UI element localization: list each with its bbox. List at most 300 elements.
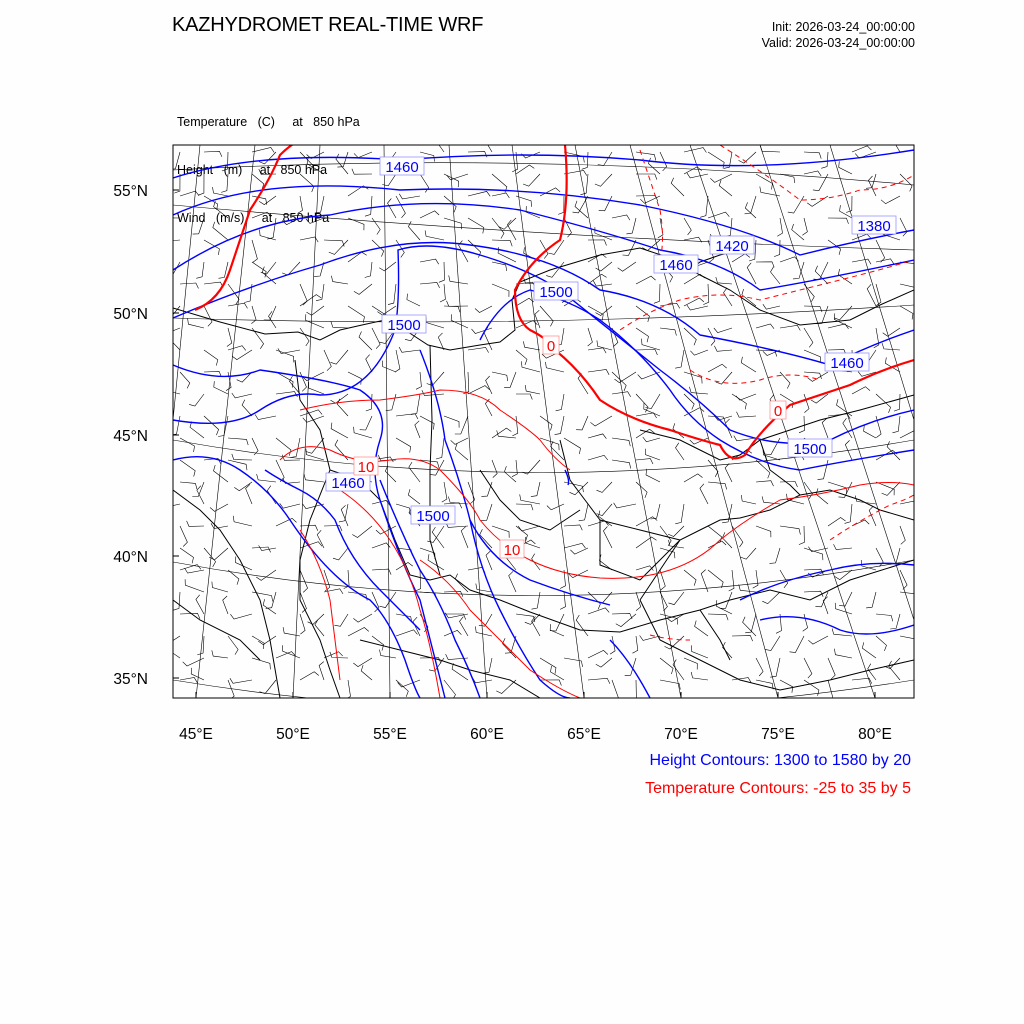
wind-barb	[348, 306, 365, 323]
wind-barb	[869, 506, 876, 526]
wind-barb	[573, 196, 589, 213]
wind-barb	[255, 415, 276, 420]
temperature-label: 0	[546, 338, 556, 355]
lon-label-75: 75°E	[761, 726, 795, 743]
wind-barb	[455, 416, 468, 434]
wind-barb	[345, 680, 350, 699]
wind-barb	[612, 392, 631, 397]
wind-barb	[420, 211, 439, 218]
wind-barb	[408, 489, 420, 504]
wind-barb	[743, 617, 756, 636]
wind-barb	[436, 438, 444, 459]
wind-barb	[612, 460, 631, 469]
wind-barb	[354, 152, 372, 158]
wind-barb	[780, 325, 800, 330]
wind-barb	[684, 372, 702, 384]
wind-barb	[516, 394, 532, 400]
wind-barb	[756, 262, 774, 268]
wind-barb	[377, 306, 396, 315]
wind-barb	[526, 537, 541, 548]
wind-barb	[180, 678, 197, 683]
wind-barb	[596, 658, 612, 667]
wind-barb	[804, 171, 821, 176]
wind-barb	[788, 196, 804, 213]
wind-barb	[300, 570, 308, 592]
wind-barb	[263, 599, 276, 614]
wind-barb	[612, 215, 630, 220]
wind-barb	[259, 680, 276, 694]
wind-barb	[588, 274, 607, 284]
wind-barb	[687, 305, 708, 310]
wind-barb	[671, 178, 684, 196]
wind-barb	[703, 284, 709, 305]
wind-barb	[451, 314, 468, 328]
wind-barb	[309, 382, 324, 394]
wind-barb	[361, 665, 372, 680]
wind-barb	[597, 482, 613, 492]
wind-barb	[252, 658, 270, 669]
wind-barb	[300, 328, 309, 346]
wind-barb	[714, 346, 732, 351]
wind-barb	[804, 394, 809, 413]
wind-barb	[475, 306, 492, 313]
wind-barb	[416, 372, 421, 389]
wind-barb	[481, 482, 492, 496]
wind-barb	[588, 434, 606, 439]
wind-barb	[306, 218, 324, 223]
wind-barb	[737, 412, 757, 418]
wind-barb	[660, 680, 680, 690]
wind-barb	[582, 152, 588, 169]
wind-barb	[252, 212, 271, 218]
wind-barb	[596, 306, 613, 316]
wind-barb	[306, 438, 324, 453]
wind-barb	[339, 504, 348, 522]
wind-barb	[716, 277, 732, 284]
wind-barb	[807, 196, 828, 206]
wind-barb	[747, 263, 756, 284]
wind-barb	[316, 284, 324, 301]
wind-barb	[388, 199, 397, 219]
wind-barb	[492, 372, 508, 381]
wind-barb	[756, 658, 763, 676]
wind-barb	[640, 636, 660, 641]
wind-barb	[893, 416, 901, 433]
wind-barb	[626, 218, 636, 234]
wind-barb	[684, 274, 705, 284]
lat-label-40: 40°N	[113, 549, 148, 566]
wind-barb	[525, 385, 540, 394]
wind-barb	[636, 459, 653, 464]
wind-barbs	[158, 131, 922, 703]
wind-barb	[252, 174, 264, 190]
wind-barb	[447, 301, 469, 307]
wind-barb	[648, 158, 660, 174]
wind-barb	[588, 240, 607, 246]
field-temperature: Temperature (C) at 850 hPa	[177, 115, 360, 129]
wind-barb	[792, 224, 804, 240]
wind-barb	[695, 621, 708, 636]
lon-label-65: 65°E	[567, 726, 601, 743]
wind-barb	[588, 348, 606, 353]
wind-barb	[732, 636, 753, 642]
wind-barb	[547, 504, 564, 510]
lon-label-80: 80°E	[858, 726, 892, 743]
wind-barb	[484, 134, 492, 152]
wind-barb	[331, 350, 349, 364]
wind-barb	[588, 650, 608, 658]
height-label: 1500	[416, 508, 450, 525]
wind-barb	[329, 240, 348, 254]
wind-barb	[636, 276, 656, 284]
wind-barb	[315, 196, 324, 213]
lon-label-70: 70°E	[664, 726, 698, 743]
wind-barb	[180, 526, 187, 547]
wind-barb	[835, 570, 852, 580]
borders	[173, 248, 914, 698]
wind-barb	[739, 585, 756, 593]
wind-barb	[780, 680, 793, 693]
wind-barb	[472, 328, 493, 334]
wind-barb	[197, 486, 204, 504]
wind-barb	[618, 262, 636, 271]
wind-barb	[516, 504, 533, 510]
wind-barb	[452, 663, 468, 680]
wind-barb	[691, 672, 708, 680]
wind-barb	[708, 212, 729, 218]
wind-barb	[646, 469, 660, 482]
wind-barb	[560, 592, 565, 609]
wind-barb	[180, 283, 199, 289]
wind-barb	[192, 482, 204, 497]
wind-barb	[486, 376, 492, 394]
lon-label-60: 60°E	[470, 726, 504, 743]
wind-barb	[636, 537, 657, 548]
wind-barb	[516, 196, 532, 207]
wind-barb	[210, 504, 228, 511]
wind-barb	[684, 570, 696, 586]
wind-barb	[823, 597, 828, 614]
wind-barb	[708, 541, 726, 548]
wind-barb	[227, 328, 232, 347]
wind-barb	[168, 332, 180, 350]
wind-barb	[700, 196, 708, 217]
wind-barb	[692, 645, 708, 658]
wind-barb	[252, 262, 266, 277]
wind-barb	[700, 484, 708, 504]
temperature-label: 0	[773, 403, 783, 420]
wind-barb	[497, 430, 516, 438]
wind-barb	[689, 387, 708, 394]
wind-barb	[660, 152, 667, 171]
wind-barb	[675, 350, 684, 368]
wind-barb	[266, 592, 276, 608]
temperature-label: 10	[357, 459, 375, 476]
wind-barb	[444, 680, 456, 700]
wind-barb	[828, 518, 846, 527]
wind-barb	[598, 152, 612, 166]
wind-barb	[762, 592, 780, 604]
wind-barb	[900, 592, 921, 600]
wind-barb	[876, 636, 887, 651]
wind-barb	[261, 262, 276, 274]
wind-barb	[246, 484, 252, 504]
wind-barb	[420, 259, 439, 264]
wind-barb	[440, 284, 445, 302]
wind-barb	[625, 658, 636, 676]
valid-time: Valid: 2026-03-24_00:00:00	[761, 36, 915, 50]
wind-barb	[845, 504, 852, 523]
wind-barb	[818, 460, 829, 480]
wind-barb	[504, 466, 516, 482]
wind-barb	[352, 526, 372, 538]
wind-barb	[196, 262, 204, 278]
wind-barb	[396, 614, 412, 623]
wind-barb	[300, 614, 305, 634]
wind-barb	[303, 416, 324, 422]
wind-barb	[900, 174, 912, 191]
wind-barb	[333, 548, 348, 560]
wind-barb	[843, 418, 852, 438]
wind-barb	[223, 596, 228, 614]
wind-barb	[532, 617, 540, 637]
wind-barb	[258, 636, 276, 645]
wind-barb	[460, 617, 469, 636]
wind-barb	[252, 592, 273, 602]
init-time: Init: 2026-03-24_00:00:00	[771, 20, 915, 34]
wind-barb	[708, 364, 727, 372]
wind-barb	[599, 511, 613, 526]
wind-barb	[564, 438, 581, 454]
wind-barb	[492, 240, 512, 246]
wind-barb	[732, 394, 746, 409]
wind-barb	[760, 146, 780, 153]
wind-barb	[300, 672, 319, 680]
graticule	[173, 145, 914, 710]
field-height: Height (m) at 850 hPa	[177, 163, 328, 177]
wind-barb	[233, 516, 252, 526]
wind-barb	[222, 152, 228, 171]
wind-barb	[780, 570, 788, 588]
wind-barb	[714, 328, 732, 333]
wind-barb	[790, 636, 805, 653]
height-label: 1500	[793, 441, 827, 458]
wind-barb	[492, 284, 509, 297]
axis-ticks	[173, 190, 875, 698]
wind-barb	[334, 614, 348, 626]
wind-barb	[765, 636, 780, 651]
wind-barb	[839, 592, 852, 606]
wind-barb	[171, 416, 180, 435]
wind-barb	[348, 628, 369, 637]
height-label: 1500	[539, 284, 573, 301]
wind-barb	[468, 347, 489, 352]
wind-barb	[804, 658, 812, 678]
wind-barb	[180, 460, 195, 477]
wind-barb	[439, 262, 445, 282]
wind-barb	[232, 350, 252, 360]
wind-barb	[876, 614, 893, 621]
wind-barb	[230, 678, 252, 683]
wind-barb	[868, 664, 876, 680]
height-contour-labels	[326, 157, 896, 525]
wind-barb	[204, 416, 219, 435]
wind-barb	[161, 328, 180, 334]
wind-barb	[409, 462, 420, 482]
wind-barb	[588, 455, 608, 460]
wind-barb	[708, 614, 728, 620]
wind-barb	[256, 570, 276, 580]
wind-barb	[259, 545, 276, 550]
wind-barb	[304, 474, 324, 482]
wind-barb	[221, 174, 228, 192]
wind-barb	[739, 152, 757, 163]
wind-barb	[307, 306, 325, 315]
wind-barb	[741, 495, 756, 504]
wind-barb	[196, 595, 204, 614]
wind-barb	[834, 649, 852, 658]
height-label: 1420	[715, 238, 749, 255]
wind-barb	[540, 658, 556, 674]
wind-barb	[353, 658, 372, 667]
wind-barb	[386, 394, 396, 411]
wind-barb	[852, 259, 871, 264]
wind-barb	[319, 662, 324, 680]
wind-barb	[213, 187, 229, 196]
wind-barb	[636, 482, 647, 498]
wind-barb	[420, 283, 440, 288]
wind-barb	[187, 521, 204, 527]
wind-barb	[780, 257, 799, 262]
wind-barb	[388, 284, 396, 305]
wind-barb	[396, 630, 418, 636]
wind-barb	[432, 527, 444, 548]
wind-barb	[852, 387, 870, 394]
wind-barb	[636, 413, 657, 418]
wind-barb	[204, 350, 218, 366]
wind-barb	[564, 525, 582, 530]
wind-barb	[643, 437, 660, 442]
wind-barb	[324, 240, 344, 247]
wind-barb	[354, 284, 372, 294]
wind-barb	[365, 196, 372, 216]
wind-barb	[297, 196, 302, 214]
wind-barb	[564, 482, 583, 492]
wind-barb	[372, 569, 391, 575]
wind-barb	[684, 658, 697, 670]
wind-barb	[468, 386, 490, 394]
height-label: 1380	[857, 218, 891, 235]
field-wind: Wind (m/s) at 850 hPa	[177, 211, 330, 225]
wind-barb	[770, 548, 781, 563]
wind-barb	[804, 328, 813, 347]
wind-barb	[756, 526, 771, 537]
wind-barb	[838, 269, 852, 284]
wind-barb	[504, 372, 516, 387]
wind-barb	[593, 281, 612, 286]
wind-barb	[588, 678, 610, 683]
wind-barb	[188, 318, 204, 328]
wind-barb	[636, 328, 649, 342]
wind-barb	[183, 658, 204, 666]
wind-barb	[636, 429, 654, 438]
wind-barb	[213, 222, 228, 240]
wind-barb	[420, 658, 441, 664]
wind-barb	[198, 174, 204, 195]
wind-barb	[204, 306, 212, 326]
wind-barb	[252, 636, 264, 649]
wind-barb	[331, 322, 348, 329]
wind-barb	[398, 680, 420, 687]
height-label: 1500	[387, 317, 421, 334]
wind-barb	[852, 146, 871, 152]
wind-barb	[876, 284, 881, 306]
wind-barb	[492, 460, 497, 478]
wind-barb	[521, 361, 540, 372]
wind-barb	[472, 678, 492, 683]
wind-barb	[660, 658, 673, 674]
wind-barb	[599, 555, 612, 570]
wind-barb	[234, 482, 252, 491]
wind-barb	[900, 262, 917, 270]
wind-barb	[499, 218, 516, 229]
wind-barb	[366, 355, 372, 372]
map-title: KAZHYDROMET REAL-TIME WRF	[172, 14, 484, 36]
wind-barb	[599, 196, 612, 211]
wind-barb	[468, 218, 484, 233]
wind-barb	[570, 548, 588, 554]
wind-barb	[219, 262, 229, 278]
wind-barb	[395, 350, 400, 372]
wind-barb	[352, 169, 372, 175]
wind-barb	[676, 443, 685, 460]
wind-barb	[509, 571, 516, 592]
wind-barb	[550, 624, 564, 636]
wind-barb	[564, 543, 586, 548]
wind-barb	[212, 650, 228, 658]
wind-barb	[331, 423, 348, 438]
wind-barb	[900, 500, 922, 505]
wind-barb	[708, 482, 727, 490]
wind-barb	[876, 259, 894, 264]
wind-barb	[532, 592, 541, 609]
wind-barb	[763, 449, 780, 460]
latitude-labels	[113, 183, 148, 688]
wind-barb	[816, 306, 828, 324]
wind-barb	[468, 191, 490, 196]
height-label: 1460	[331, 475, 365, 492]
wind-barb	[242, 400, 252, 416]
wind-barb	[558, 196, 564, 214]
longitude-labels	[179, 726, 892, 743]
wind-barb	[636, 592, 641, 611]
wind-barb	[518, 526, 540, 531]
wind-barb	[516, 298, 534, 306]
wind-barb	[725, 464, 732, 483]
lon-label-45: 45°E	[179, 726, 213, 743]
wind-barb	[834, 306, 852, 320]
wind-barb	[300, 152, 313, 171]
wind-barb	[614, 503, 636, 508]
wind-barb	[379, 262, 396, 271]
wind-barb	[267, 486, 276, 504]
wind-barb	[633, 636, 638, 653]
wind-barb	[881, 196, 900, 204]
wind-barb	[745, 202, 756, 218]
wind-barb	[777, 218, 782, 236]
wind-barb	[415, 421, 420, 438]
wind-barb	[762, 496, 780, 504]
